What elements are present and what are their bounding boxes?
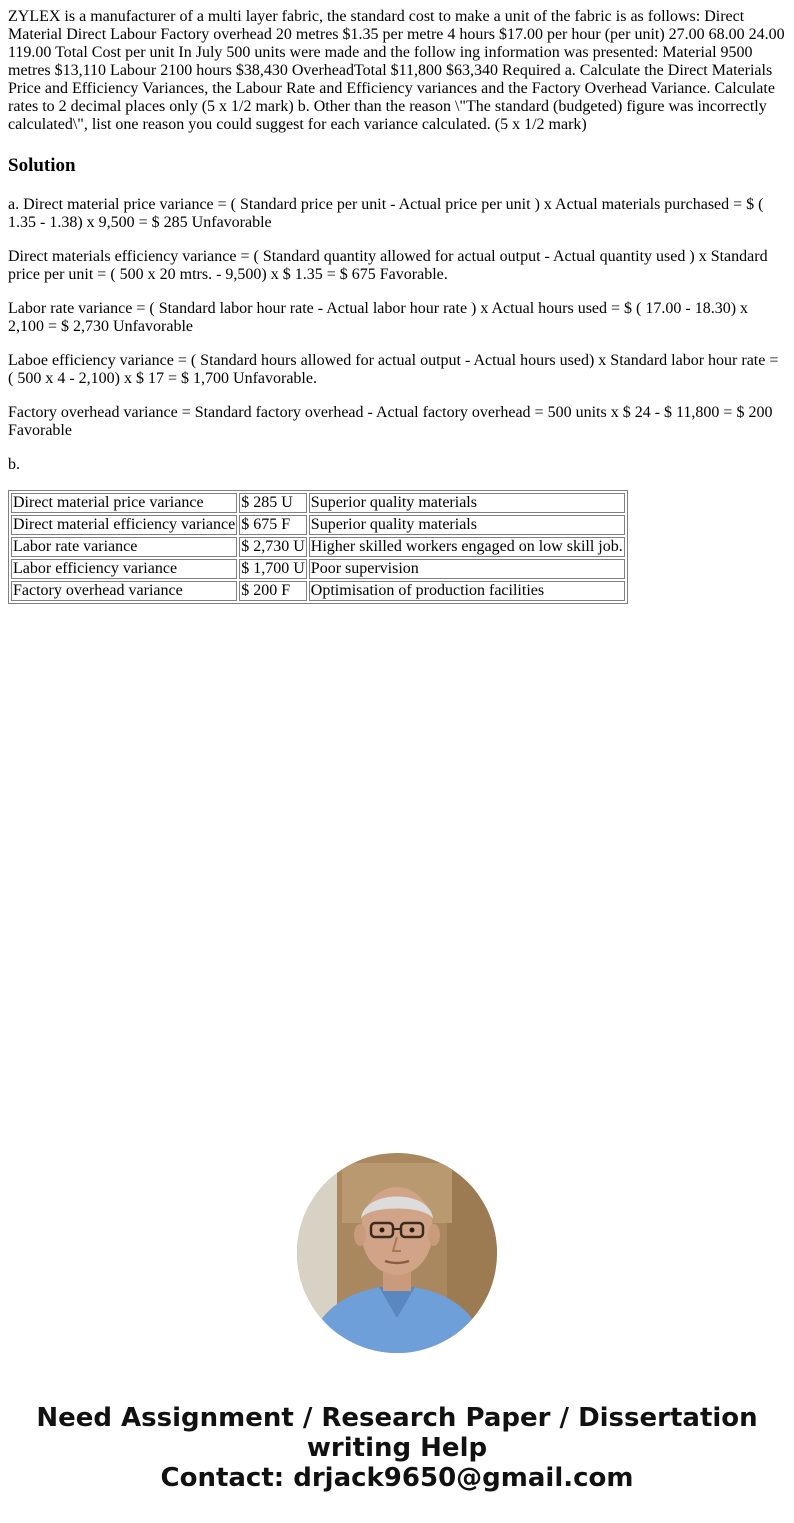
variance-name-cell: Factory overhead variance — [11, 581, 237, 601]
variance-amount-cell: $ 1,700 U — [241, 560, 305, 577]
variance-name-cell: Direct material efficiency variance — [13, 516, 236, 533]
variance-amount-cell: $ 285 U — [239, 493, 307, 513]
table-row — [11, 515, 625, 535]
variance-name-cell: Labor efficiency variance — [11, 559, 237, 579]
solution-paragraph-labor-rate: Labor rate variance = ( Standard labor hour rate - Actual labor hour rate ) x Actual hours used = $ ( 17.00 - 18.30) x 2,100 = $ 2,730 Unfavorable — [8, 300, 749, 335]
tutor-avatar-photo — [297, 1153, 497, 1353]
table-row — [11, 493, 625, 513]
solution-part-b-label: b. — [8, 456, 20, 473]
variance-name-cell: Direct material price variance — [11, 493, 237, 513]
variance-name-cell: Labor rate variance — [11, 537, 237, 557]
solution-heading: Solution — [8, 155, 76, 176]
table-row — [11, 537, 625, 557]
promo-contact-line: Contact: drjack9650@gmail.com — [160, 1463, 634, 1493]
solution-paragraph-overhead: Factory overhead variance = Standard factory overhead - Actual factory overhead = 500 units x $ 24 - $ 11,800 = $ 200 Favorable — [8, 404, 773, 439]
table-row — [11, 581, 625, 601]
variance-reason-cell: Optimisation of production facilities — [309, 581, 625, 601]
variance-amount-cell: $ 200 F — [239, 581, 307, 601]
variance-amount-cell: $ 675 F — [239, 515, 307, 535]
question-text: ZYLEX is a manufacturer of a multi layer fabric, the standard cost to make a unit of the fabric is as follows: Direct Material Direct Labour Factory overhead 20 metres $1.35 per metre 4 hours $17.00 per hour (per unit) 27.00 68.00 24.00 119.00 Total Cost per unit In July 500 units were made and the follow ing information was presented: Material 9500 metres $13,110 Labour 2100 hours $38,430 OverheadTotal $11,800 $63,340 Required a. Calculate the Direct Materials Price and Efficiency Variances, the Labour Rate and Efficiency variances and the Factory Overhead Variance. Calculate rates to 2 decimal places only (5 x 1/2 mark) b. Other than the reason \"The standard (budgeted) figure was incorrectly calculated\", list one reason you could suggest for each variance calculated. (5 x 1/2 mark) — [8, 8, 785, 133]
variance-reason-cell: Superior quality materials — [309, 515, 625, 535]
promo-banner — [0, 1403, 794, 1493]
document-content — [8, 8, 786, 604]
variance-reason-cell: Higher skilled workers engaged on low skill job. — [310, 538, 623, 555]
variance-reason-cell: Superior quality materials — [309, 493, 625, 513]
solution-paragraph-material-price: a. Direct material price variance = ( Standard price per unit - Actual price per unit ) x Actual materials purchased = $ ( 1.35 - 1.38) x 9,500 = $ 285 Unfavorable — [8, 196, 764, 231]
solution-paragraph-labor-efficiency: Laboe efficiency variance = ( Standard hours allowed for actual output - Actual hours used) x Standard labor hour rate = ( 500 x 4 - 2,100) x $ 17 = $ 1,700 Unfavorable. — [8, 352, 779, 387]
solution-paragraph-material-efficiency: Direct materials efficiency variance = ( Standard quantity allowed for actual output - Actual quantity used ) x Standard price per unit = ( 500 x 20 mtrs. - 9,500) x $ 1.35 = $ 675 Favorable. — [8, 248, 768, 283]
promo-line-2: writing Help — [306, 1433, 488, 1463]
table-row — [11, 559, 625, 579]
variance-reasons-table — [8, 490, 628, 604]
tutor-portrait-image — [297, 1153, 497, 1353]
variance-amount-cell: $ 2,730 U — [241, 538, 305, 555]
variance-reason-cell: Poor supervision — [309, 559, 625, 579]
promo-line-1: Need Assignment / Research Paper / Dissertation — [36, 1403, 758, 1433]
